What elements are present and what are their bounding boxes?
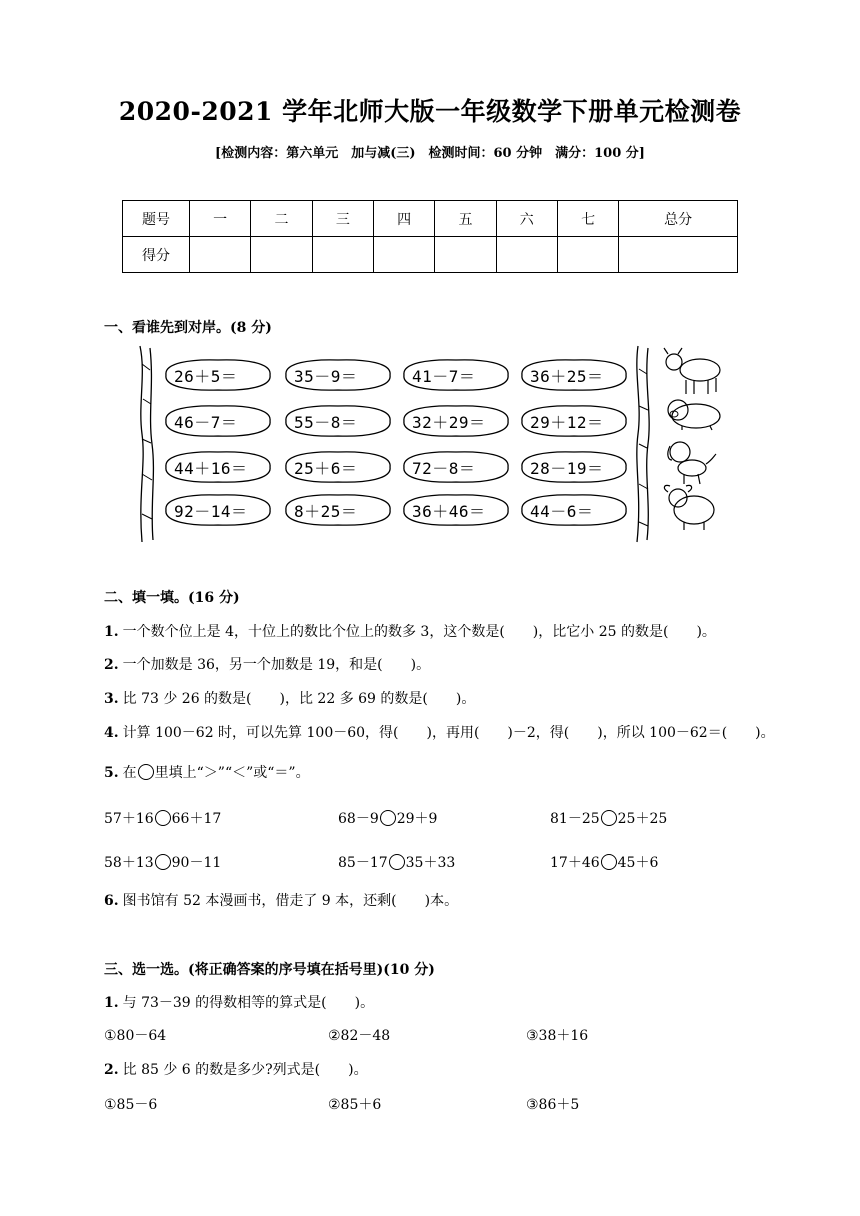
- option-item[interactable]: ②85＋6: [328, 1097, 382, 1113]
- compare-item: [338, 808, 437, 828]
- stone-equation: 36＋25＝: [530, 367, 604, 386]
- stone-equation: 36＋46＝: [412, 502, 486, 521]
- stepping-stone[interactable]: [516, 403, 626, 437]
- option-item[interactable]: ①80－64: [104, 1028, 167, 1044]
- right-riverbank: [630, 344, 656, 544]
- compare-item: [104, 808, 221, 828]
- compare-left: 17＋46: [550, 855, 600, 871]
- answer-circle[interactable]: [601, 854, 617, 870]
- table-cell: 七: [557, 201, 618, 237]
- table-cell: 六: [496, 201, 557, 237]
- stone-equation: 92－14＝: [174, 502, 248, 521]
- stone-equation: 44＋16＝: [174, 459, 248, 478]
- stepping-stone[interactable]: [398, 403, 508, 437]
- question-number: 2.: [104, 1062, 119, 1078]
- question-2-1: [104, 621, 716, 641]
- compare-right: 25＋25: [617, 811, 668, 827]
- question-number: 3.: [104, 691, 119, 707]
- question-2-3: [104, 688, 475, 708]
- stepping-stone[interactable]: [516, 449, 626, 483]
- stepping-stone[interactable]: [280, 357, 390, 391]
- score-cell[interactable]: [435, 237, 496, 273]
- circle-icon: [138, 764, 154, 780]
- page-title: 2020-2021 学年北师大版一年级数学下册单元检测卷: [118, 97, 742, 126]
- table-cell: 四: [373, 201, 434, 237]
- answer-circle[interactable]: [155, 854, 171, 870]
- stone-equation: 46－7＝: [174, 413, 238, 432]
- compare-right: 35＋33: [405, 855, 456, 871]
- compare-left: 57＋16: [104, 811, 154, 827]
- table-cell: 总分: [619, 201, 738, 237]
- score-cell[interactable]: [496, 237, 557, 273]
- compare-right: 90－11: [171, 855, 222, 871]
- stone-equation: 29＋12＝: [530, 413, 604, 432]
- stone-equation: 41－7＝: [412, 367, 476, 386]
- option-item[interactable]: ③38＋16: [526, 1028, 589, 1044]
- question-2-6: [104, 890, 458, 910]
- compare-left: 58＋13: [104, 855, 154, 871]
- question-number: 2.: [104, 657, 119, 673]
- compare-right: 66＋17: [171, 811, 222, 827]
- answer-circle[interactable]: [601, 810, 617, 826]
- question-number: 1.: [104, 995, 119, 1011]
- stepping-stone[interactable]: [280, 449, 390, 483]
- stone-equation: 35－9＝: [294, 367, 358, 386]
- compare-item: [104, 852, 221, 872]
- question-2-2: [104, 654, 430, 674]
- stepping-stone[interactable]: [398, 357, 508, 391]
- table-cell: 一: [190, 201, 251, 237]
- question-text: 图书馆有 52 本漫画书，借走了 9 本，还剩( )本。: [122, 893, 459, 909]
- stone-equation: 44－6＝: [530, 502, 594, 521]
- section1-heading: 一、看谁先到对岸。(8 分): [104, 320, 272, 336]
- stepping-stone[interactable]: [160, 357, 270, 391]
- compare-left: 81－25: [550, 811, 600, 827]
- stepping-stone[interactable]: [398, 492, 508, 526]
- stepping-stone[interactable]: [516, 357, 626, 391]
- option-item[interactable]: ③86＋5: [526, 1097, 580, 1113]
- score-cell[interactable]: [190, 237, 251, 273]
- stepping-stone[interactable]: [160, 492, 270, 526]
- answer-circle[interactable]: [389, 854, 405, 870]
- question-number: 1.: [104, 624, 119, 640]
- score-cell[interactable]: [619, 237, 738, 273]
- table-cell: 五: [435, 201, 496, 237]
- table-row: [123, 201, 738, 237]
- compare-item: [550, 852, 658, 872]
- left-riverbank: [134, 344, 160, 544]
- stone-equation: 8＋25＝: [294, 502, 358, 521]
- question-text: 里填上“＞”“＜”或“＝”。: [154, 765, 310, 781]
- score-cell[interactable]: [557, 237, 618, 273]
- answer-circle[interactable]: [155, 810, 171, 826]
- score-table: [122, 200, 738, 273]
- compare-right: 45＋6: [617, 855, 659, 871]
- question-text: 比 73 少 26 的数是( )，比 22 多 69 的数是( )。: [122, 691, 476, 707]
- sheep-icon: [664, 485, 714, 530]
- section3-heading: 三、选一选。(将正确答案的序号填在括号里)(10 分): [104, 962, 435, 978]
- pig-icon: [668, 400, 720, 430]
- question-text: 在: [122, 765, 137, 781]
- dog-icon: [668, 442, 716, 484]
- question-3-1: [104, 992, 374, 1012]
- table-cell: 二: [251, 201, 312, 237]
- question-number: 4.: [104, 725, 119, 741]
- table-cell: 题号: [123, 201, 190, 237]
- stone-equation: 32＋29＝: [412, 413, 486, 432]
- stepping-stone[interactable]: [160, 403, 270, 437]
- score-cell[interactable]: [312, 237, 373, 273]
- table-cell: 得分: [123, 237, 190, 273]
- compare-right: 29＋9: [396, 811, 438, 827]
- question-number: 5.: [104, 765, 119, 781]
- stone-equation: 28－19＝: [530, 459, 604, 478]
- stepping-stone[interactable]: [280, 403, 390, 437]
- animals-group: [654, 344, 728, 534]
- stone-equation: 25＋6＝: [294, 459, 358, 478]
- table-row: [123, 237, 738, 273]
- question-text: 比 85 少 6 的数是多少?列式是( )。: [122, 1062, 368, 1078]
- stepping-stone[interactable]: [160, 449, 270, 483]
- question-3-2: [104, 1059, 368, 1079]
- question-text: 计算 100－62 时，可以先算 100－60，得( )，再用( )－2，得( )，所以 100－62＝( )。: [122, 725, 775, 741]
- option-item[interactable]: ②82－48: [328, 1028, 391, 1044]
- option-item[interactable]: ①85－6: [104, 1097, 158, 1113]
- section2-heading: 二、填一填。(16 分): [104, 590, 240, 606]
- question-number: 6.: [104, 893, 119, 909]
- question-text: 一个加数是 36，另一个加数是 19，和是( )。: [122, 657, 431, 673]
- stone-equation: 72－8＝: [412, 459, 476, 478]
- stepping-stone[interactable]: [516, 492, 626, 526]
- score-cell[interactable]: [373, 237, 434, 273]
- question-text: 与 73－39 的得数相等的算式是( )。: [122, 995, 375, 1011]
- question-2-4: [104, 722, 775, 742]
- table-cell: 三: [312, 201, 373, 237]
- compare-item: [550, 808, 667, 828]
- question-text: 一个数个位上是 4，十位上的数比个位上的数多 3，这个数是( )，比它小 25 的数是( )。: [122, 624, 716, 640]
- compare-left: 68－9: [338, 811, 379, 827]
- stepping-stone[interactable]: [280, 492, 390, 526]
- compare-item: [338, 852, 455, 872]
- answer-circle[interactable]: [380, 810, 396, 826]
- stepping-stone[interactable]: [398, 449, 508, 483]
- stone-equation: 26＋5＝: [174, 367, 238, 386]
- score-cell[interactable]: [251, 237, 312, 273]
- stone-equation: 55－8＝: [294, 413, 358, 432]
- compare-left: 85－17: [338, 855, 388, 871]
- cow-icon: [664, 348, 720, 394]
- question-2-5: [104, 762, 310, 782]
- page-subtitle: [检测内容：第六单元 加与减(三) 检测时间：60 分钟 满分：100 分]: [215, 146, 645, 161]
